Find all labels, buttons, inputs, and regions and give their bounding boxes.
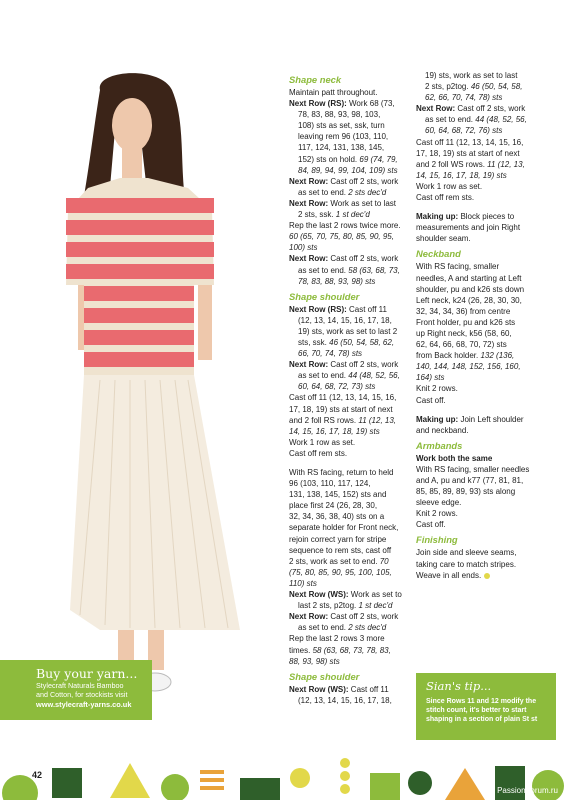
text-line bbox=[289, 253, 407, 264]
text-line: Cast off rem sts. bbox=[416, 193, 475, 203]
text-line: 84, 89, 94, 99, 104, 109) sts bbox=[298, 165, 398, 175]
text: Cast off 2 sts, work bbox=[328, 612, 399, 622]
text-line bbox=[416, 414, 556, 425]
row-label: Next Row: bbox=[289, 254, 329, 264]
text-line: (75, 80, 85, 90, 95, 100, 105, bbox=[289, 567, 392, 577]
text-line bbox=[416, 114, 556, 125]
text-line: rejoin correct yarn for stripe bbox=[289, 534, 387, 544]
row-label: Next Row (RS): bbox=[289, 304, 347, 314]
buy-yarn-box bbox=[0, 660, 152, 720]
text-line: 110) sts bbox=[289, 578, 317, 588]
decorative-footer bbox=[0, 748, 566, 800]
text: from Back holder. bbox=[416, 351, 479, 361]
text: 11 (12, 13, bbox=[484, 159, 525, 169]
text-line bbox=[289, 198, 407, 209]
text-line bbox=[416, 81, 556, 92]
row-label: Next Row: bbox=[289, 360, 329, 370]
text-line: sleeve edge. bbox=[416, 498, 462, 508]
text-line: 60, 64, 68, 72, 76) sts bbox=[425, 126, 503, 136]
pleated-skirt bbox=[70, 375, 240, 630]
text-line: Maintain patt throughout. bbox=[289, 88, 378, 97]
text-line: and neckband. bbox=[416, 425, 469, 435]
text-line: 85, 85, 89, 89, 93) sts along bbox=[416, 487, 516, 497]
text-line bbox=[416, 570, 556, 581]
heading-finishing: Finishing bbox=[416, 534, 458, 546]
text-line bbox=[416, 350, 556, 361]
text-line bbox=[289, 154, 407, 165]
text-line bbox=[289, 370, 407, 381]
text-line: shoulder, pu and k26 sts down bbox=[416, 284, 525, 294]
yarn-title: Buy your yarn... bbox=[36, 666, 138, 681]
text-line: With RS facing, return to held bbox=[289, 468, 394, 477]
text-line bbox=[289, 265, 407, 276]
row-label: Next Row: bbox=[416, 104, 456, 114]
text-line: 17, 18, 19) sts at start of next bbox=[416, 148, 520, 158]
text: 152) sts on hold. bbox=[298, 154, 358, 164]
text: 2 sts dec'd bbox=[346, 187, 387, 197]
page-number: 42 bbox=[32, 770, 43, 780]
text-line: Front holder, pu and k26 sts bbox=[416, 317, 516, 327]
heading-shape-neck: Shape neck bbox=[289, 74, 342, 85]
text-line: 78, 83, 88, 93, 98, 103, bbox=[298, 110, 381, 120]
text-line bbox=[289, 622, 407, 633]
text: 44 (48, 52, 56, bbox=[346, 371, 400, 381]
watermark: PassionForum.ru bbox=[497, 786, 558, 795]
text-line: Rep the last 2 rows 3 more bbox=[289, 634, 385, 644]
row-label: Next Row: bbox=[289, 198, 329, 208]
text-line: Join side and sleeve seams, bbox=[416, 548, 517, 558]
text-line bbox=[289, 415, 407, 426]
text-line: up Right neck, k56 (58, 60, bbox=[416, 328, 512, 338]
text-line: With RS facing, smaller needles bbox=[416, 464, 530, 474]
text-line: Left neck, k24 (26, 28, 30, 30, bbox=[416, 295, 522, 305]
text: 2 sts dec'd bbox=[346, 623, 387, 633]
row-label: Making up: bbox=[416, 212, 459, 222]
text-line: 96 (103, 110, 117, 124, bbox=[289, 479, 371, 489]
text-line bbox=[289, 304, 407, 315]
heading-armbands: Armbands bbox=[416, 439, 463, 451]
text-line: Cast off 11 (12, 13, 14, 15, 16, bbox=[416, 137, 524, 147]
text-line bbox=[289, 209, 407, 220]
text-line: Cast off. bbox=[416, 395, 446, 405]
heading-shape-shoulder-2: Shape shoulder bbox=[289, 670, 360, 682]
text-line: Cast off. bbox=[416, 520, 446, 530]
text-line: Knit 2 rows. bbox=[416, 509, 458, 519]
text-line: leaving rem 96 (103, 110, bbox=[298, 132, 389, 142]
text-line: 17, 18, 19) sts at start of next bbox=[289, 404, 393, 414]
text-line: 14, 15, 16, 17, 18, 19) sts bbox=[416, 170, 507, 180]
text: 11 (12, 13, bbox=[356, 415, 397, 425]
text: last 2 sts, p2tog. bbox=[298, 601, 357, 611]
model-photo bbox=[0, 70, 280, 738]
text-line: 108) sts as set, ssk, turn bbox=[298, 121, 385, 131]
text-line: 117, 124, 131, 138, 145, bbox=[298, 143, 385, 153]
row-label: Next Row (WS): bbox=[289, 684, 349, 694]
text: 2 sts, p2tog. bbox=[425, 82, 469, 92]
text-line: 14, 15, 16, 17, 18, 19) sts bbox=[289, 426, 380, 436]
text-line: measurements and join Right bbox=[416, 223, 521, 233]
text-line: 88, 93, 98) sts bbox=[289, 656, 340, 666]
text-line bbox=[289, 337, 407, 348]
text: 70 bbox=[377, 556, 389, 566]
text-line: 78, 83, 88, 93, 98) sts bbox=[298, 276, 376, 286]
text: 132 (136, bbox=[478, 351, 515, 361]
text-line bbox=[289, 98, 407, 109]
text: Cast off 11 bbox=[348, 684, 389, 694]
text-line: sequence to rem sts, cast off bbox=[289, 545, 392, 555]
text-line: 62, 66, 70, 74, 78) sts bbox=[425, 93, 503, 103]
tip-text: Since Rows 11 and 12 modify the stitch count, it's better to start shaping in a section of plain St st bbox=[426, 698, 538, 723]
text: 69 (74, 79, bbox=[357, 154, 398, 164]
text: as set to end. bbox=[298, 623, 347, 633]
text-line: and A, pu and k77 (77, 81, 81, bbox=[416, 476, 524, 485]
row-label: Next Row (RS): bbox=[289, 99, 347, 109]
text: and 2 foll WS rows. bbox=[416, 159, 485, 169]
text-line bbox=[416, 159, 556, 170]
tip-box bbox=[416, 673, 556, 740]
text: 1 st dec'd bbox=[356, 601, 393, 611]
text: times. bbox=[289, 645, 311, 655]
row-label: Next Row (WS): bbox=[289, 590, 349, 600]
text-line: Work 1 row as set. bbox=[416, 181, 483, 191]
text: Work 68 (73, bbox=[346, 99, 395, 109]
text: 58 (63, 68, 73, bbox=[346, 265, 400, 275]
text: as set to end. bbox=[425, 115, 474, 125]
text: Cast off 2 sts, work bbox=[328, 360, 399, 370]
text-line: 62, 64, 66, 68, 70, 72) sts bbox=[416, 340, 507, 350]
text-line: 140, 144, 148, 152, 156, 160, bbox=[416, 362, 521, 372]
yarn-line-1: Stylecraft Naturals Bamboo bbox=[36, 681, 124, 690]
heading-shape-shoulder: Shape shoulder bbox=[289, 290, 360, 302]
text-line: 66, 70, 74, 78) sts bbox=[298, 349, 363, 359]
text-line: 60 (65, 70, 75, 80, 85, 90, 95, bbox=[289, 232, 394, 242]
text-line: With RS facing, smaller bbox=[416, 262, 500, 272]
text-line: Knit 2 rows. bbox=[416, 384, 458, 394]
text: Join Left shoulder bbox=[458, 414, 524, 424]
text-line: 164) sts bbox=[416, 373, 445, 383]
text: 46 (50, 54, 58, bbox=[468, 82, 523, 92]
model-illustration bbox=[0, 70, 280, 738]
text-line: (12, 13, 14, 15, 16, 17, 18, bbox=[298, 695, 392, 705]
text: Cast off 2 sts, work bbox=[455, 104, 526, 114]
text-line bbox=[289, 684, 407, 695]
row-label: Making up: bbox=[416, 414, 459, 424]
text-line: 100) sts bbox=[289, 243, 318, 253]
text: Cast off 2 sts, work bbox=[328, 176, 399, 186]
text: Weave in all ends. bbox=[416, 570, 482, 580]
text: sts, ssk. bbox=[298, 337, 327, 347]
text: 44 (48, 52, 56, bbox=[473, 115, 527, 125]
footer-pattern bbox=[0, 748, 566, 800]
tip-title: Sian's tip... bbox=[426, 679, 492, 693]
text-line: place first 24 (26, 28, 30, bbox=[289, 501, 378, 511]
pattern-column-1 bbox=[289, 70, 407, 706]
text: 46 (50, 54, 58, 62, bbox=[326, 337, 395, 347]
text-line: 19) sts, work as set to last 2 bbox=[298, 326, 398, 336]
text-line: taking care to match stripes. bbox=[416, 559, 517, 569]
text: 58 (63, 68, 73, 78, 83, bbox=[310, 645, 391, 655]
text: 2 sts, ssk. bbox=[298, 210, 334, 220]
text: as set to end. bbox=[298, 371, 347, 381]
yarn-url-link[interactable]: www.stylecraft-yarns.co.uk bbox=[36, 699, 132, 709]
text-line bbox=[289, 556, 407, 567]
text-line bbox=[289, 611, 407, 622]
text-line bbox=[289, 359, 407, 370]
pattern-column-2 bbox=[416, 70, 556, 581]
text: and 2 foll RS rows. bbox=[289, 415, 357, 425]
text-line: separate holder for Front neck, bbox=[289, 523, 399, 533]
text-line: Work both the same bbox=[416, 453, 493, 463]
text: Block pieces to bbox=[458, 212, 515, 222]
striped-top bbox=[66, 178, 214, 375]
text: Work as set to last bbox=[328, 198, 396, 208]
text-line bbox=[289, 645, 407, 656]
heading-neckband: Neckband bbox=[416, 248, 461, 260]
text-line bbox=[289, 600, 407, 611]
text-line bbox=[416, 103, 556, 114]
text: Work as set to bbox=[348, 590, 402, 600]
text-line: 19) sts, work as set to last bbox=[425, 71, 518, 80]
text: Cast off 2 sts, work bbox=[328, 254, 399, 264]
text-line: shoulder seam. bbox=[416, 234, 471, 244]
text: 2 sts, work as set to end. bbox=[289, 556, 378, 566]
text-line: 60, 64, 68, 72, 73) sts bbox=[298, 382, 376, 392]
text-line: 131, 138, 145, 152) sts and bbox=[289, 490, 387, 500]
text-line: (12, 13, 14, 15, 16, 17, 18, bbox=[298, 315, 392, 325]
text-line: Rep the last 2 rows twice more. bbox=[289, 221, 401, 231]
text-line bbox=[289, 187, 407, 198]
text-line: Cast off 11 (12, 13, 14, 15, 16, bbox=[289, 393, 397, 403]
text-line: needles, A and starting at Left bbox=[416, 273, 522, 283]
text: as set to end. bbox=[298, 265, 347, 275]
text-line: 32, 34, 34, 36) from centre bbox=[416, 306, 511, 316]
text: 1 st dec'd bbox=[333, 210, 370, 220]
text-line bbox=[289, 589, 407, 600]
end-dot-icon bbox=[484, 573, 490, 579]
yarn-line-2: and Cotton, for stockists visit bbox=[36, 690, 128, 700]
text: as set to end. bbox=[298, 187, 347, 197]
row-label: Next Row: bbox=[289, 176, 329, 186]
text-line: 32, 34, 36, 38, 40) sts on a bbox=[289, 512, 385, 522]
text-line: Cast off rem sts. bbox=[289, 448, 348, 458]
text-line: Work 1 row as set. bbox=[289, 437, 356, 447]
text-line bbox=[289, 176, 407, 187]
row-label: Next Row: bbox=[289, 612, 329, 622]
text: Cast off 11 bbox=[346, 304, 387, 314]
text-line bbox=[416, 211, 556, 222]
